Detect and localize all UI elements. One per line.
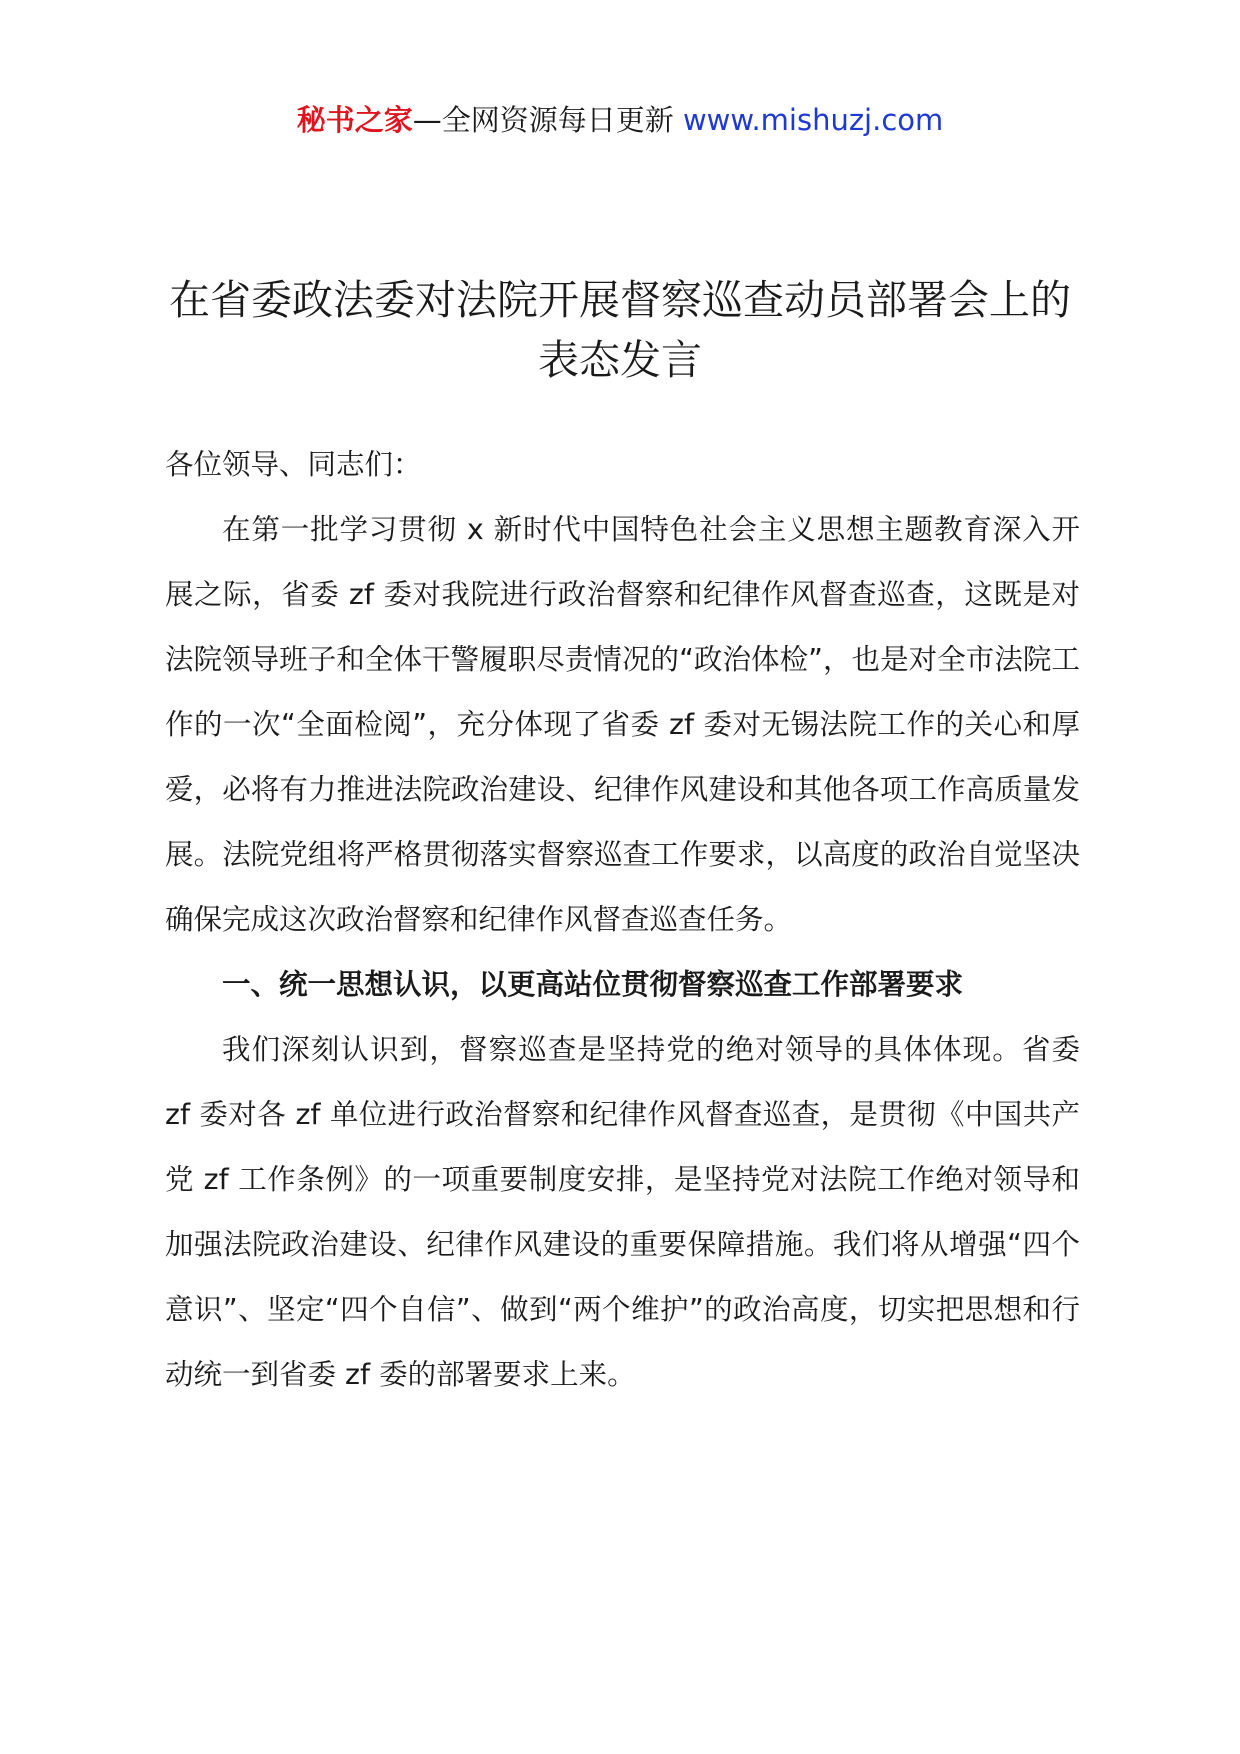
section-heading: 一、统一思想认识，以更高站位贯彻督察巡查工作部署要求 [222,968,964,1001]
salutation: 各位领导、同志们： [165,448,422,481]
brand-name[interactable]: 秘书之家 [296,103,413,137]
site-header [0,100,1240,140]
intro-paragraph: 在第一批学习贯彻 x 新时代中国特色社会主义思想主题教育深入开展之际，省委 zf 委对我院进行政治督察和纪律作风督查巡查，这既是对法院领导班子和全体干警履职尽责情况的“政治体检”，也是对全市法院工作的一次“全面检阅”，充分体现了省委 zf 委对无锡法院工作的关心和厚爱，必将有力推进法院政治建设、纪律作风建设和其他各项工作高质量发展。法院党组将严格贯彻落实督察巡查工作要求，以高度的政治自觉坚决确保完成这次政治督察和纪律作风督查巡查任务。 [165,513,1080,936]
header-tagline: —全网资源每日更新 [412,103,683,137]
document-body [165,432,1080,1407]
document-title: 在省委政法委对法院开展督察巡查动员部署会上的表态发言 [169,276,1071,384]
site-url-link[interactable]: www.mishuzj.com [682,103,944,137]
section-paragraph: 我们深刻认识到，督察巡查是坚持党的绝对领导的具体体现。省委 zf 委对各 zf 单位进行政治督察和纪律作风督查巡查，是贯彻《中国共产党 zf 工作条例》的一项重要制度安排，是坚持党对法院工作绝对领导和加强法院政治建设、纪律作风建设的重要保障措施。我们将从增强“四个意识”、坚定“四个自信”、做到“两个维护”的政治高度，切实把思想和行动统一到省委 zf 委的部署要求上来。 [165,1033,1080,1391]
